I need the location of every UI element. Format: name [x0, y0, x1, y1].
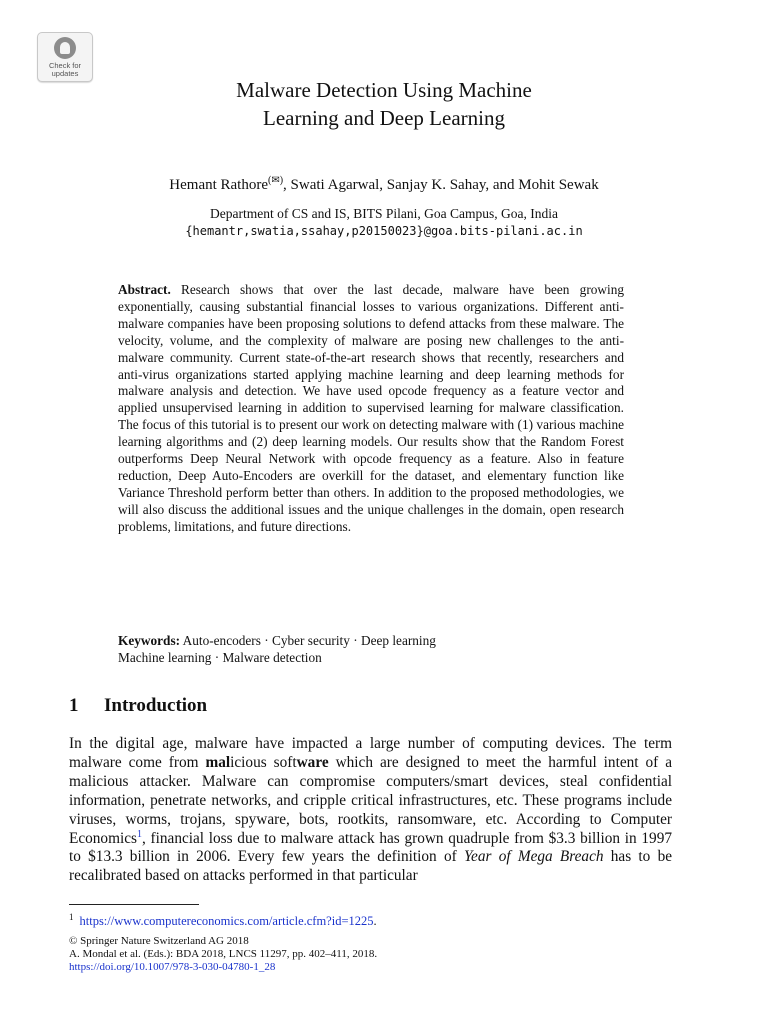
author-rest: , Swati Agarwal, Sanjay K. Sahay, and Mohit Sewak — [283, 177, 599, 193]
citation-line: A. Mondal et al. (Eds.): BDA 2018, LNCS 11297, pp. 402–411, 2018. — [69, 948, 378, 960]
badge-text — [38, 62, 92, 78]
email-addresses: {hemantr,swatia,ssahay,p20150023}@goa.bits-pilani.ac.in — [185, 224, 583, 238]
check-for-updates-badge[interactable] — [37, 32, 93, 82]
keywords-line1: Auto-encoders · Cyber security · Deep learning — [180, 633, 436, 648]
footnote-mark: 1 — [69, 912, 74, 922]
footnote-link[interactable]: https://www.computereconomics.com/article.cfm?id=1225 — [79, 914, 374, 929]
footnote-end: . — [373, 914, 377, 929]
section-number: 1 — [69, 695, 79, 716]
copyright-line: © Springer Nature Switzerland AG 2018 — [69, 935, 249, 947]
section-title: Introduction — [104, 695, 208, 716]
intro-text-4: , financial loss due to malware attack has grown quadruple from $3.3 billion in 1997 to $13.3 billion in 2006. Every few years the definition of — [69, 829, 672, 866]
intro-italic-term: Year of Mega Breach — [463, 848, 604, 866]
intro-text-5: has to be recalibrated based on attacks performed in that particular — [69, 848, 673, 885]
affiliation: Department of CS and IS, BITS Pilani, Goa Campus, Goa, India — [210, 206, 558, 221]
copyright-block — [69, 935, 377, 974]
intro-bold-mal: mal — [205, 753, 231, 771]
author-first: Hemant Rathore — [169, 177, 268, 193]
intro-bold-ware: ware — [296, 753, 329, 771]
bookmark-icon — [54, 37, 76, 59]
footnote — [69, 909, 377, 930]
intro-text-1: In the digital age, malware have impacted a large number of computing devices. The term malware come from — [69, 735, 672, 771]
keywords-label: Keywords: — [118, 633, 181, 648]
paper-title — [90, 76, 678, 132]
author-list — [60, 171, 708, 195]
badge-line1: Check for — [48, 61, 82, 70]
abstract-text: Research shows that over the last decade, malware have been growing exponentially, causing substantial financial losses to various organizations. Different anti-malware companies have been proposing solutions to defend attacks from these malware. The velocity, volume, and the complexity of malware are posing new challenges to the anti-malware community. Current state-of-the-art research shows that recently, researchers and anti-virus organizations started applying machine learning and deep learning methods for malware analysis and detection. We have used opcode frequency as a feature vector and applied unsupervised learning in addition to supervised learning for malware classification. The focus of this tutorial is to present our work on detecting malware with (1) various machine learning algorithms and (2) deep learning models. Our results show that the Random Forest outperforms Deep Neural Network with opcode frequency as a feature. Also in feature reduction, Deep Auto-Encoders are overkill for the dataset, and elementary function like Variance Threshold perform better than others. In addition to the proposed methodologies, we will also discuss the additional issues and the unique challenges in the domain, open research problems, limitations, and future directions. — [118, 282, 624, 534]
keywords — [118, 632, 624, 666]
keywords-line2: Machine learning · Malware detection — [118, 650, 322, 665]
corresponding-author-mark: (✉) — [268, 175, 284, 186]
title-line1: Malware Detection Using Machine — [236, 78, 532, 102]
footnote-reference[interactable]: 1 — [136, 828, 142, 840]
footnote-divider — [69, 904, 199, 905]
abstract — [118, 282, 624, 536]
intro-text-3: which are designed to meet the harmful intent of a malicious attacker. Malware can compromise computers/smart devices, steal confidential information, penetrate networks, and cripple critical infrastructures, etc. These programs include viruses, worms, trojans, spyware, bots, rootkits, ransomware, etc. According to Computer Economics — [69, 753, 673, 847]
intro-text-2: icious soft — [230, 753, 297, 771]
doi-link[interactable]: https://doi.org/10.1007/978-3-030-04780-1_28 — [69, 961, 276, 973]
section-heading — [69, 694, 207, 718]
title-line2: Learning and Deep Learning — [263, 106, 505, 130]
badge-line2: updates — [51, 69, 79, 78]
introduction-paragraph — [69, 735, 672, 886]
abstract-label: Abstract. — [118, 282, 171, 297]
